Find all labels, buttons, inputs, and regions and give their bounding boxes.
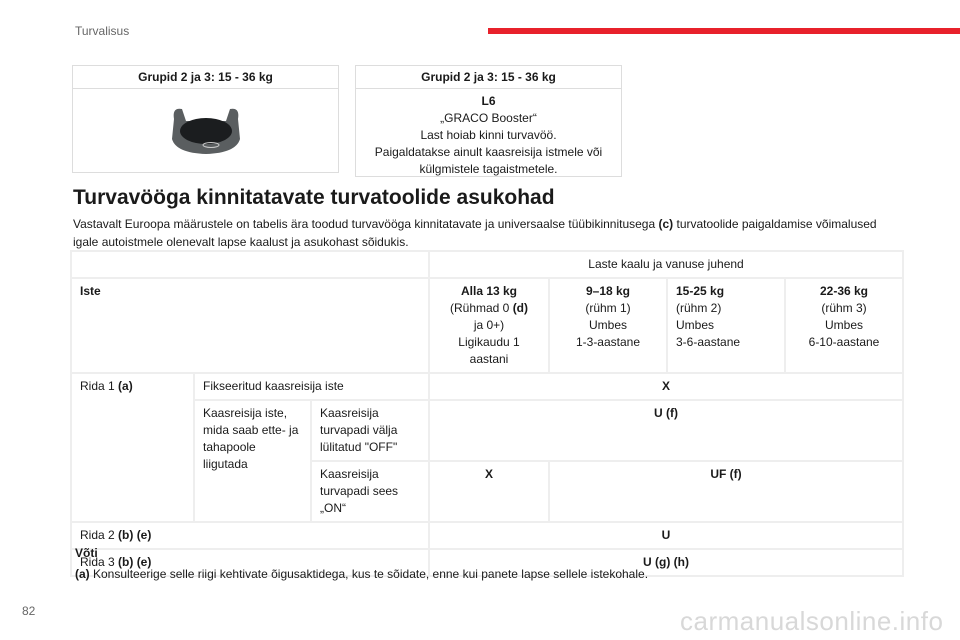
intro-paragraph — [73, 215, 903, 251]
airbag-on-value: X — [429, 461, 549, 522]
row2-label: Rida 2 (b) (e) — [71, 522, 429, 549]
seat-box-image — [72, 65, 339, 173]
fixed-seat-value: X — [429, 373, 903, 400]
seat-header: Iste — [71, 278, 429, 373]
row2-value: U — [429, 522, 903, 549]
seat-position-table — [70, 250, 904, 577]
seat-model-name: „GRACO Booster“ — [440, 111, 537, 125]
table-corner — [71, 251, 429, 278]
key-heading: Võti — [75, 546, 98, 560]
guide-header: Laste kaalu ja vanuse juhend — [429, 251, 903, 278]
seat-box-title: Grupid 2 ja 3: 15 - 36 kg — [73, 66, 338, 89]
row1-label: Rida 1 (a) — [71, 373, 194, 522]
page-number: 82 — [22, 604, 36, 618]
weight-col-header: 15-25 kg (rühm 2) Umbes 3-6-aastane — [667, 278, 785, 373]
airbag-on-value: UF (f) — [549, 461, 903, 522]
row3-label: Rida 3 (b) (e) — [71, 549, 429, 576]
watermark: carmanualsonline.info — [680, 606, 944, 636]
section-header: Turvalisus — [75, 24, 130, 38]
seat-note: Paigaldatakse ainult kaasreisija istmele või külgmistele tagaistmetele. — [374, 145, 603, 176]
row3-value: U (g) (h) — [429, 549, 903, 576]
fixed-seat-label: Fikseeritud kaasreisija iste — [194, 373, 429, 400]
seat-box-title: Grupid 2 ja 3: 15 - 36 kg — [356, 66, 621, 89]
airbag-on-label: Kaasreisija turvapadi sees „ON“ — [311, 461, 429, 522]
weight-col-header: Alla 13 kg (Rühmad 0 (d) ja 0+) Ligikaudu 1 aastani — [429, 278, 549, 373]
intro-text: turvatoolide paigaldamise võimalused igale autoistmele olenevalt lapse kaalust ja asukohast sõidukis. — [73, 217, 877, 249]
intro-ref: (c) — [658, 217, 674, 231]
seat-model-code: L6 — [481, 94, 496, 108]
booster-seat-image — [73, 89, 338, 168]
intro-text: Vastavalt Euroopa määrustele on tabelis ära toodud turvavööga kinnitatavate ja universaalse tüübikinnitusega — [73, 217, 659, 231]
seat-box-info — [355, 65, 622, 177]
movable-seat-label: Kaasreisija iste, mida saab ette- ja tahapoole liigutada — [194, 400, 311, 522]
airbag-off-value: U (f) — [429, 400, 903, 461]
weight-col-header: 22-36 kg (rühm 3) Umbes 6-10-aastane — [785, 278, 903, 373]
airbag-off-label: Kaasreisija turvapadi välja lülitatud "OFF" — [311, 400, 429, 461]
section-heading: Turvavööga kinnitatavate turvatoolide asukohad — [73, 186, 555, 209]
seat-note: Last hoiab kinni turvavöö. — [420, 128, 557, 142]
header-red-bar — [488, 28, 960, 34]
weight-col-header: 9–18 kg (rühm 1) Umbes 1-3-aastane — [549, 278, 667, 373]
key-note: (a) Konsulteerige selle riigi kehtivate õigusaktidega, kus te sõidate, enne kui panete lapse sellele istekohale. — [75, 567, 649, 581]
